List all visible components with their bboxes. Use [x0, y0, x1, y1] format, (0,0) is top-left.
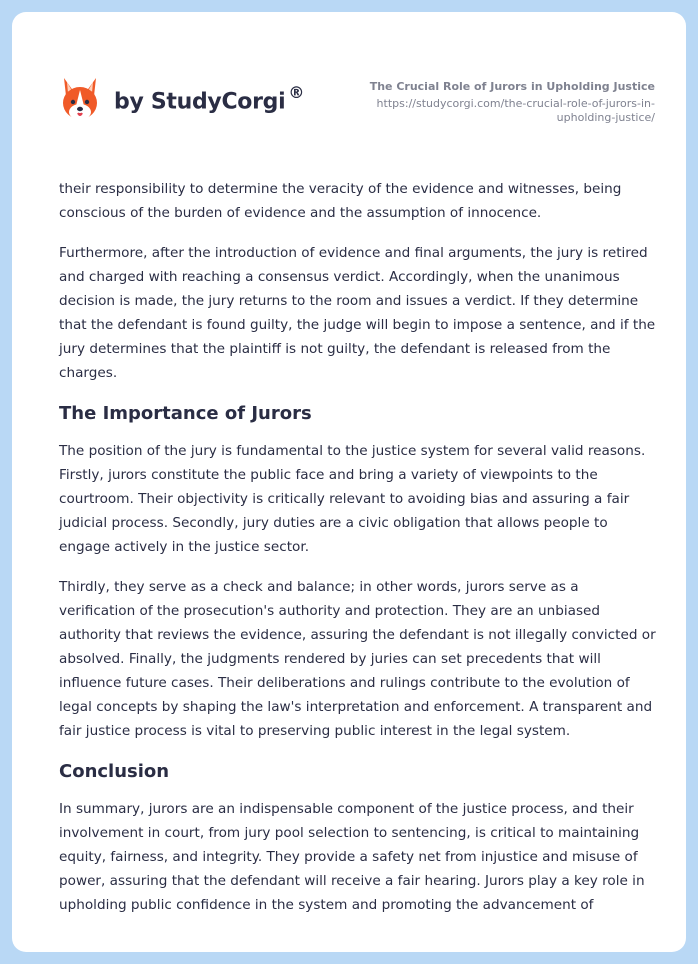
studycorgi-logo[interactable]: [60, 76, 304, 122]
paragraph: Thirdly, they serve as a check and balance; in other words, jurors serve as a verification of the prosecution's authority and protection. They are an unbiased authority that reviews the evidence, assuring the defendant is not illegally convicted or absolved. Finally, the judgments rendered by juries can set precedents that will influence future cases. Their deliberations and rulings contribute to the evolution of legal concepts by shaping the law's interpretation and enforcement. A transparent and fair justice process is vital to preserving public interest in the legal system.: [59, 579, 656, 739]
document-meta: [355, 80, 655, 125]
paragraph: In summary, jurors are an indispensable component of the justice process, and their involvement in court, from jury pool selection to sentencing, is critical to maintaining equity, fairness, and integrity. They provide a safety net from injustice and misuse of power, assuring that the defendant will receive a fair hearing. Jurors play a key role in upholding public confidence in the system and promoting the advancement of: [59, 801, 645, 913]
corgi-icon: [60, 76, 100, 122]
registered-mark: ®: [288, 83, 305, 103]
paragraph: The position of the jury is fundamental to the justice system for several valid reasons. Firstly, jurors constitute the public face and bring a variety of viewpoints to the courtroom. Their objectivity is critically relevant to avoiding bias and assuring a fair judicial process. Secondly, jury duties are a civic obligation that allows people to engage actively in the justice sector.: [59, 443, 646, 555]
paragraph: their responsibility to determine the veracity of the evidence and witnesses, being conscious of the burden of evidence and the assumption of innocence.: [59, 181, 622, 221]
document-title: The Crucial Role of Jurors in Upholding Justice: [369, 80, 655, 93]
paragraph: Furthermore, after the introduction of evidence and final arguments, the jury is retired and charged with reaching a consensus verdict. Accordingly, when the unanimous decision is made, the jury returns to the room and issues a verdict. If they determine that the defendant is found guilty, the judge will begin to impose a sentence, and if the jury determines that the plaintiff is not guilty, the defendant is released from the charges.: [59, 245, 656, 381]
section-heading: Conclusion: [59, 761, 170, 782]
article-body: [59, 177, 657, 933]
brand-text: by StudyCorgi: [114, 89, 286, 115]
document-url[interactable]: https://studycorgi.com/the-crucial-role-of-jurors-in-upholding-justice/: [376, 97, 655, 124]
brand-name: [114, 85, 304, 114]
document-page: [12, 12, 686, 952]
section-heading: The Importance of Jurors: [59, 403, 312, 424]
